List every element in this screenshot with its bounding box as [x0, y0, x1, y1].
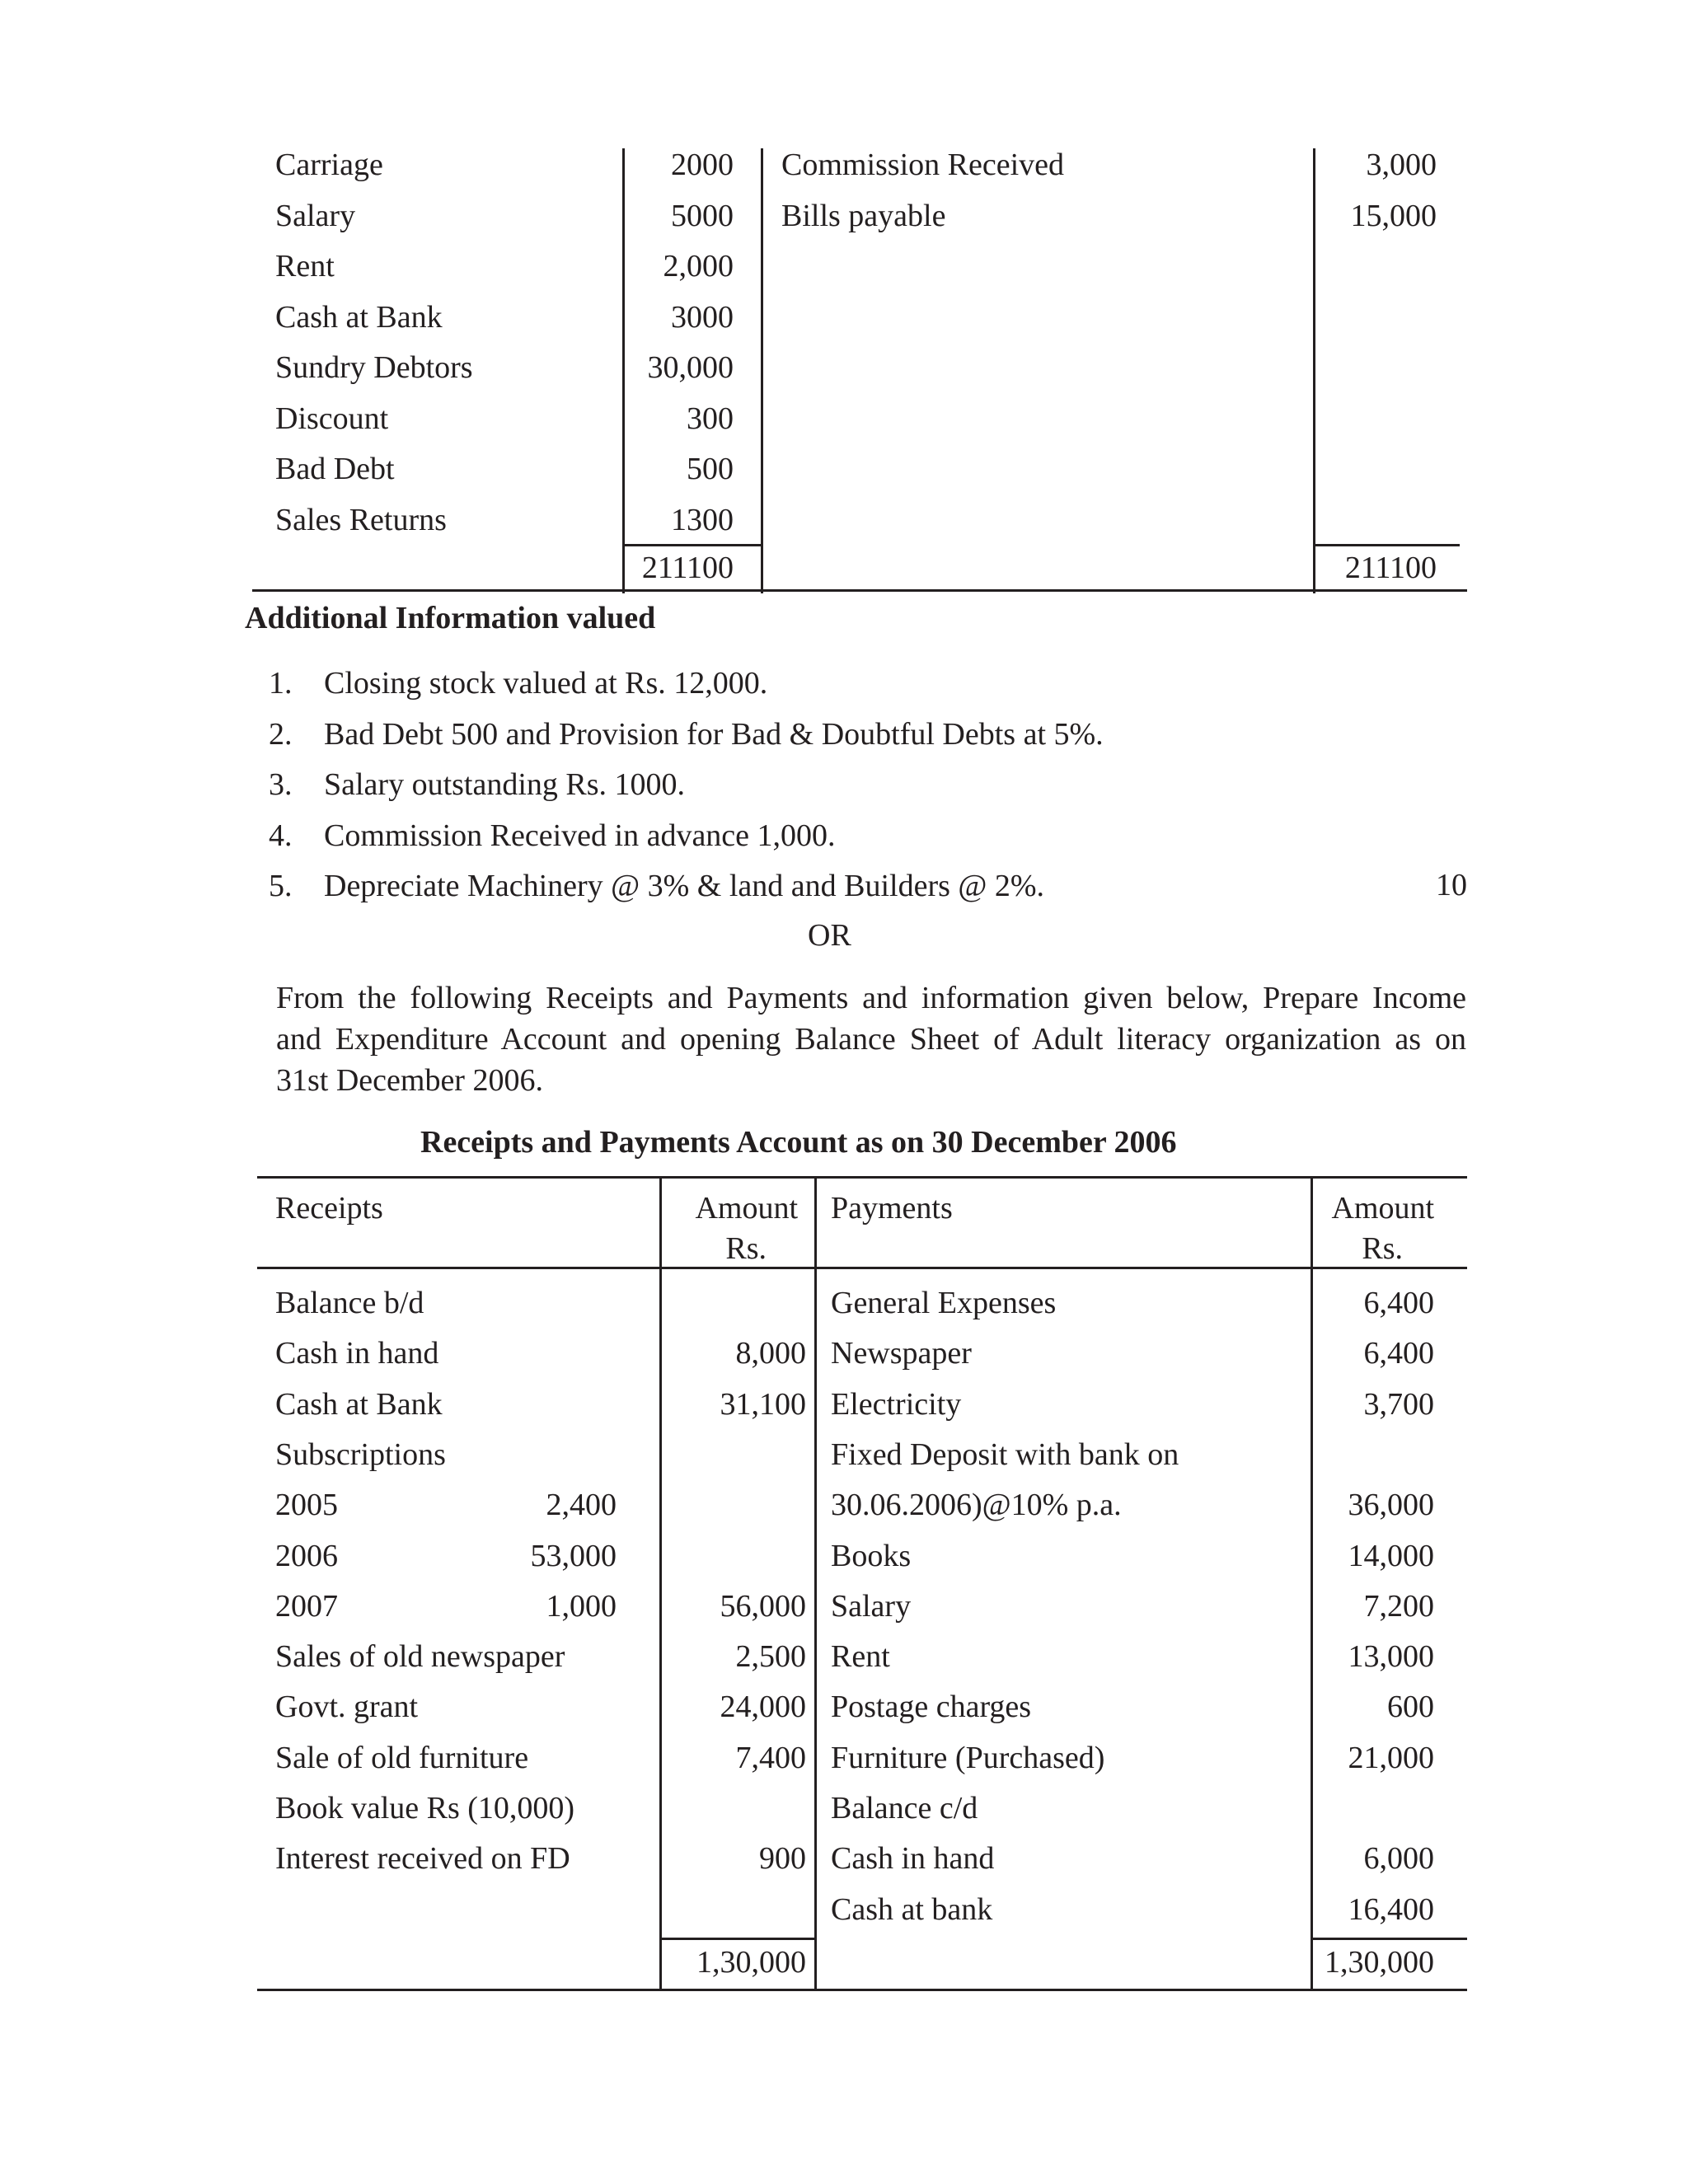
payment-label: Newspaper [831, 1336, 972, 1371]
payment-amount: 600 [1387, 1690, 1434, 1724]
tb-left-amount: 5000 [671, 199, 734, 233]
tb-left-label: Rent [275, 249, 335, 284]
payment-label: Postage charges [831, 1690, 1032, 1724]
tb-right-label: Bills payable [781, 199, 946, 233]
additional-info-number: 4. [269, 818, 293, 853]
additional-info-item: Salary outstanding Rs. 1000. [324, 767, 686, 802]
payment-amount: 16,400 [1348, 1892, 1434, 1927]
payment-label: Fixed Deposit with bank on [831, 1437, 1179, 1472]
marks-label: 10 [1436, 868, 1467, 902]
additional-info-item: Depreciate Machinery @ 3% & land and Builders @ 2%. [324, 869, 1045, 903]
tb-left-amount: 2000 [671, 148, 734, 182]
rp-header-amount-1b: Rs. [725, 1231, 767, 1266]
rp-bottom-rule [257, 1989, 1467, 1991]
receipt-label: Balance b/d [275, 1286, 424, 1320]
rp-header-payments: Payments [831, 1191, 953, 1226]
rp-header-amount-2a: Amount [1331, 1191, 1434, 1226]
receipt-sub-amount: 1,000 [546, 1589, 617, 1624]
receipt-amount: 56,000 [720, 1589, 806, 1624]
rp-header-amount-1a: Amount [695, 1191, 798, 1226]
payment-label: Books [831, 1539, 912, 1573]
payment-label: General Expenses [831, 1286, 1057, 1320]
payment-label: Cash at bank [831, 1892, 993, 1927]
additional-info-number: 3. [269, 767, 293, 802]
receipt-label: Cash at Bank [275, 1387, 443, 1422]
rp-receipts-total: 1,30,000 [696, 1945, 806, 1980]
rp-top-rule [257, 1176, 1467, 1179]
additional-info-number: 2. [269, 717, 293, 752]
payment-amount: 6,400 [1363, 1336, 1434, 1371]
receipt-label: 2006 [275, 1539, 338, 1573]
tb-divider-2 [761, 148, 763, 593]
rp-payments-total: 1,30,000 [1325, 1945, 1434, 1980]
payment-amount: 6,000 [1363, 1841, 1434, 1876]
tb-left-label: Salary [275, 199, 356, 233]
tb-left-amount: 30,000 [647, 350, 734, 385]
additional-info-item: Commission Received in advance 1,000. [324, 818, 836, 853]
question-paragraph [276, 977, 1466, 1101]
payment-amount: 36,000 [1348, 1488, 1434, 1522]
tb-left-total: 211100 [641, 551, 734, 585]
receipt-amount: 2,500 [735, 1639, 806, 1674]
tb-subtotal-line-left [622, 544, 762, 546]
question-line-3: 31st December 2006. [276, 1063, 543, 1098]
payment-label: Salary [831, 1589, 912, 1624]
receipt-label: 2007 [275, 1589, 338, 1624]
tb-left-amount: 300 [687, 401, 734, 436]
receipt-label: Sales of old newspaper [275, 1639, 565, 1674]
tb-left-label: Sundry Debtors [275, 350, 473, 385]
payment-amount: 21,000 [1348, 1741, 1434, 1775]
receipt-label: Subscriptions [275, 1437, 446, 1472]
tb-left-amount: 3000 [671, 300, 734, 335]
tb-left-amount: 500 [687, 452, 734, 486]
question-line-1: From the following Receipts and Payments and information given below, Prepare Income [276, 981, 1466, 1015]
receipt-amount: 31,100 [720, 1387, 806, 1422]
question-line-2: and Expenditure Account and opening Balance Sheet of Adult literacy organization as on [276, 1022, 1466, 1057]
payment-label: 30.06.2006)@10% p.a. [831, 1488, 1122, 1522]
tb-left-amount: 1300 [671, 503, 734, 537]
payment-label: Furniture (Purchased) [831, 1741, 1105, 1775]
receipt-amount: 8,000 [735, 1336, 806, 1371]
additional-info-number: 1. [269, 666, 293, 701]
additional-info-item: Closing stock valued at Rs. 12,000. [324, 666, 768, 701]
payment-amount: 7,200 [1363, 1589, 1434, 1624]
payment-amount: 6,400 [1363, 1286, 1434, 1320]
receipt-label: Sale of old furniture [275, 1741, 529, 1775]
payment-amount: 13,000 [1348, 1639, 1434, 1674]
receipt-label: Interest received on FD [275, 1841, 570, 1876]
receipt-amount: 900 [759, 1841, 806, 1876]
tb-right-label: Commission Received [781, 148, 1065, 182]
payment-label: Balance c/d [831, 1791, 978, 1825]
payment-amount: 3,700 [1363, 1387, 1434, 1422]
rp-subtotal-line-right [1311, 1938, 1467, 1940]
tb-left-label: Sales Returns [275, 503, 447, 537]
rp-divider-2 [814, 1176, 817, 1990]
payment-amount: 14,000 [1348, 1539, 1434, 1573]
rp-title: Receipts and Payments Account as on 30 December 2006 [420, 1125, 1177, 1160]
tb-left-label: Discount [275, 401, 389, 436]
additional-info-heading: Additional Information valued [245, 601, 656, 635]
rp-header-amount-2b: Rs. [1362, 1231, 1403, 1266]
receipt-label: 2005 [275, 1488, 338, 1522]
payment-label: Rent [831, 1639, 890, 1674]
payment-label: Electricity [831, 1387, 962, 1422]
receipt-sub-amount: 2,400 [546, 1488, 617, 1522]
tb-left-label: Carriage [275, 148, 383, 182]
rp-subtotal-line-left [659, 1938, 816, 1940]
receipt-sub-amount: 53,000 [530, 1539, 617, 1573]
tb-bottom-rule [252, 589, 1467, 592]
rp-header-rule [257, 1267, 1467, 1269]
additional-info-item: Bad Debt 500 and Provision for Bad & Doubtful Debts at 5%. [324, 717, 1104, 752]
rp-header-receipts: Receipts [275, 1191, 383, 1226]
tb-left-label: Cash at Bank [275, 300, 443, 335]
tb-left-label: Bad Debt [275, 452, 395, 486]
tb-right-total: 211100 [1344, 551, 1437, 585]
tb-left-amount: 2,000 [663, 249, 734, 284]
or-label: OR [808, 918, 851, 953]
receipt-amount: 24,000 [720, 1690, 806, 1724]
tb-right-amount: 15,000 [1350, 199, 1437, 233]
receipt-amount: 7,400 [735, 1741, 806, 1775]
payment-label: Cash in hand [831, 1841, 995, 1876]
receipt-label: Cash in hand [275, 1336, 439, 1371]
tb-right-amount: 3,000 [1366, 148, 1437, 182]
additional-info-number: 5. [269, 869, 293, 903]
receipt-label: Govt. grant [275, 1690, 419, 1724]
tb-subtotal-line-right [1313, 544, 1460, 546]
receipt-label: Book value Rs (10,000) [275, 1791, 575, 1825]
